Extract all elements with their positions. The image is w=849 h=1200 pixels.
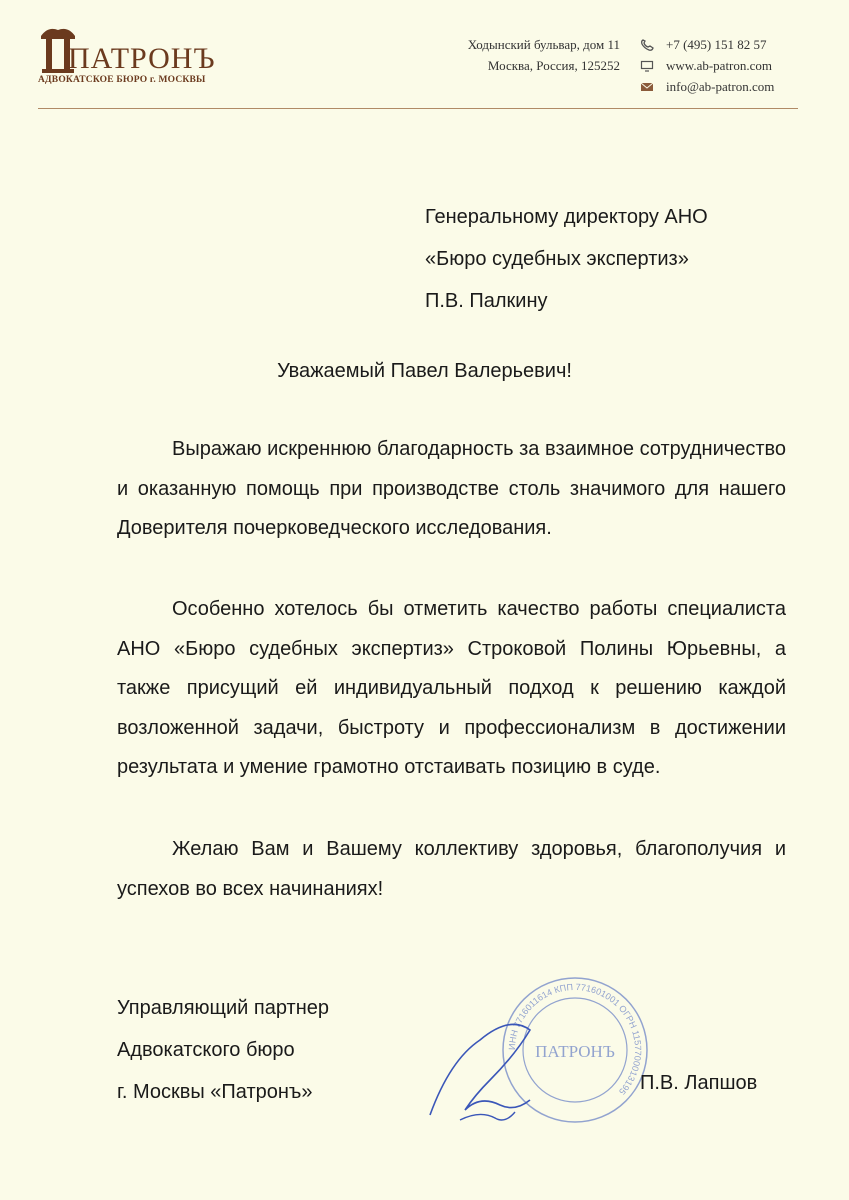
website-row xyxy=(640,55,774,76)
stamp-ring-text: ИНН 7716011614 КПП 771601001 ОГРН 1157700013195 xyxy=(506,981,644,1097)
email-link[interactable]: info@ab-patron.com xyxy=(666,79,775,94)
address-line: Ходынский бульвар, дом 11 xyxy=(467,37,620,52)
envelope-icon xyxy=(640,81,654,93)
address-line: Москва, Россия, 125252 xyxy=(487,58,620,73)
handwritten-signature xyxy=(420,1000,570,1130)
signatory-name: П.В. Лапшов xyxy=(640,1072,758,1094)
letterhead-divider xyxy=(38,108,798,109)
email-row xyxy=(640,76,774,97)
phone-text: +7 (495) 151 82 57 xyxy=(666,37,767,52)
signatory-line: г. Москвы «Патронъ» xyxy=(117,1081,313,1103)
logo-name: ПАТРОНЪ xyxy=(68,42,216,75)
addressee-line: Генеральному директору АНО xyxy=(425,206,708,228)
website-link[interactable]: www.ab-patron.com xyxy=(666,58,773,73)
firm-address xyxy=(410,34,620,76)
body-paragraph: Желаю Вам и Вашему коллективу здоровья, благополучия и успехов во всех начинаниях! xyxy=(117,838,786,900)
stamp-center-text: ПАТРОНЪ xyxy=(535,1042,615,1061)
addressee-line: П.В. Палкину xyxy=(425,290,548,312)
monitor-icon xyxy=(640,60,654,72)
body-paragraph: Особенно хотелось бы отметить качество работы специалиста АНО «Бюро судебных экспертиз» Строковой Полины Юрьевны, а также присущий ей индивидуальный подход к решению каждой возложенной задачи, быстроту и профессионализм в достижении результата и умение грамотно отстаивать позицию в суде. xyxy=(117,598,786,778)
body-paragraph: Выражаю искреннюю благодарность за взаимное сотрудничество и оказанную помощь при производстве столь значимого для нашего Доверителя почерковедческого исследования. xyxy=(117,438,786,539)
salutation: Уважаемый Павел Валерьевич! xyxy=(277,360,572,382)
phone-row xyxy=(640,34,774,55)
firm-logo xyxy=(38,22,218,92)
addressee-block xyxy=(425,196,708,322)
phone-icon xyxy=(640,39,654,51)
signatory-line: Управляющий партнер xyxy=(117,997,329,1019)
addressee-line: «Бюро судебных экспертиз» xyxy=(425,248,689,270)
signatory-block xyxy=(117,987,329,1113)
logo-subtitle: АДВОКАТСКОЕ БЮРО г. МОСКВЫ xyxy=(38,75,206,85)
signatory-line: Адвокатского бюро xyxy=(117,1039,295,1061)
firm-contacts xyxy=(640,34,774,97)
